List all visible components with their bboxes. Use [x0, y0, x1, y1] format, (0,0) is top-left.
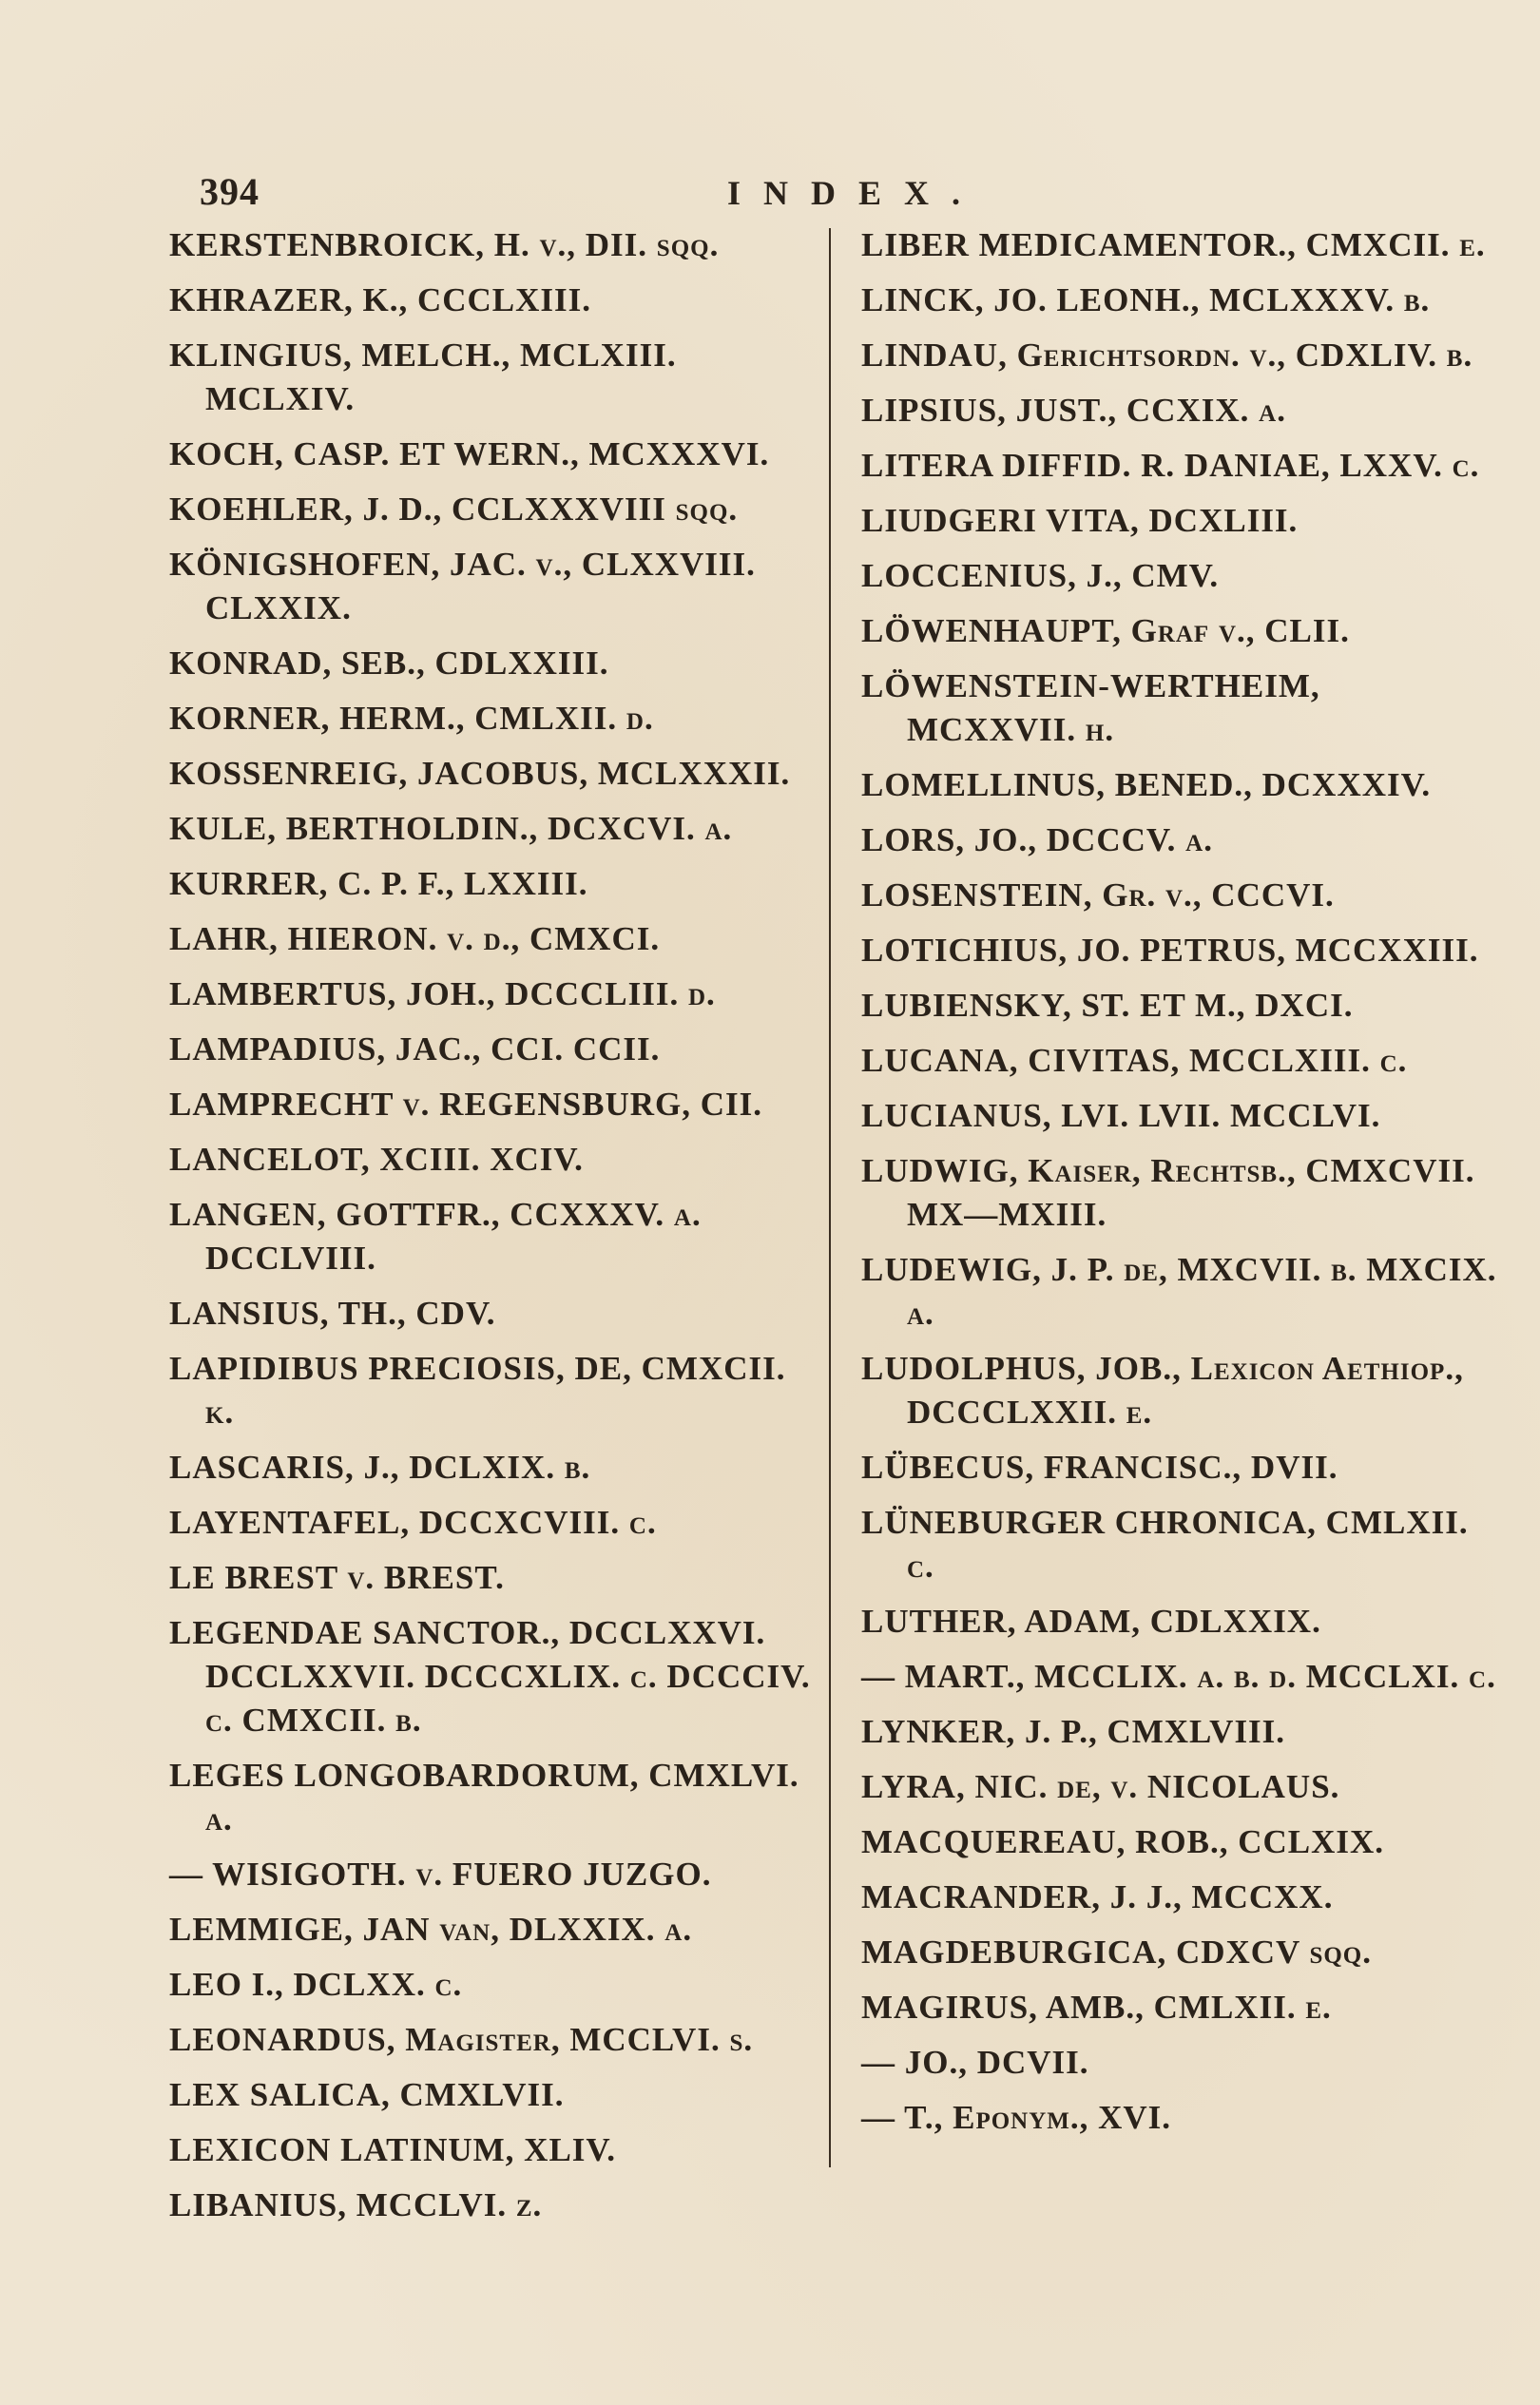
index-entry: LÜNEBURGER CHRONICA, CMLXII. c.: [861, 1504, 1469, 1585]
index-entry: LAHR, HIERON. v. d., CMXCI.: [169, 920, 661, 957]
index-entry: KÖNIGSHOFEN, JAC. v., CLXXVIII. CLXXIX.: [169, 546, 756, 626]
index-entry: KERSTENBROICK, H. v., DII. sqq.: [169, 226, 720, 263]
index-entry: LORS, JO., DCCCV. a.: [861, 821, 1213, 858]
index-entry: MAGIRUS, AMB., CMLXII. e.: [861, 1989, 1332, 2026]
index-entry: LEMMIGE, JAN van, DLXXIX. a.: [169, 1911, 693, 1948]
index-entry: LUCANA, CIVITAS, MCCLXIII. c.: [861, 1042, 1408, 1079]
index-entry: KURRER, C. P. F., LXXIII.: [169, 865, 588, 902]
index-entry: LEX SALICA, CMXLVII.: [169, 2076, 565, 2113]
index-entry: MAGDEBURGICA, CDXCV sqq.: [861, 1934, 1372, 1971]
index-entry: LAMBERTUS, JOH., DCCCLIII. d.: [169, 975, 716, 1012]
index-entry: LOTICHIUS, JO. PETRUS, MCCXXIII.: [861, 932, 1479, 969]
index-entry: LOSENSTEIN, Gr. v., CCCVI.: [861, 876, 1335, 914]
index-entry: LIPSIUS, JUST., CCXIX. a.: [861, 392, 1286, 429]
index-entry: KULE, BERTHOLDIN., DCXCVI. a.: [169, 810, 733, 847]
index-entry: KONRAD, SEB., CDLXXIII.: [169, 645, 609, 682]
index-entry: KORNER, HERM., CMLXII. d.: [169, 700, 654, 737]
index-entry: — MART., MCCLIX. a. b. d. MCCLXI. c.: [861, 1658, 1496, 1695]
index-entry: LAMPRECHT v. REGENSBURG, CII.: [169, 1086, 762, 1123]
index-entry: LUDOLPHUS, JOB., Lexicon Aethiop., DCCCLXXII. e.: [861, 1350, 1464, 1431]
index-entry: LEXICON LATINUM, XLIV.: [169, 2131, 616, 2168]
index-entry: LÖWENSTEIN-WERTHEIM, MCXXVII. h.: [861, 667, 1320, 748]
index-entry: LYRA, NIC. de, v. NICOLAUS.: [861, 1768, 1340, 1805]
index-entry: LEO I., DCLXX. c.: [169, 1966, 463, 2003]
index-entry: LUDEWIG, J. P. de, MXCVII. b. MXCIX. a.: [861, 1251, 1497, 1332]
index-entry: — JO., DCVII.: [861, 2044, 1089, 2081]
index-entry: LAPIDIBUS PRECIOSIS, DE, CMXCII. k.: [169, 1350, 786, 1431]
index-entry: KHRAZER, K., CCCLXIII.: [169, 281, 591, 318]
index-entry: — T., Eponym., XVI.: [861, 2099, 1172, 2136]
index-entry: LANGEN, GOTTFR., CCXXXV. a. DCCLVIII.: [169, 1196, 702, 1277]
index-entry: LOCCENIUS, J., CMV.: [861, 557, 1220, 594]
index-entry: LANSIUS, TH., CDV.: [169, 1295, 496, 1332]
index-entry: LEGENDAE SANCTOR., DCCLXXVI. DCCLXXVII. DCCCXLIX. c. DCCCIV. c. CMXCII. b.: [169, 1614, 811, 1739]
index-entry: LUCIANUS, LVI. LVII. MCCLVI.: [861, 1097, 1381, 1134]
index-entry: LITERA DIFFID. R. DANIAE, LXXV. c.: [861, 447, 1480, 484]
index-entry: LEONARDUS, Magister, MCCLVI. s.: [169, 2021, 754, 2058]
index-entry: LEGES LONGOBARDORUM, CMXLVI. a.: [169, 1757, 799, 1837]
left-column: [169, 223, 816, 2239]
right-column: [827, 223, 1497, 2151]
index-entry: LOMELLINUS, BENED., DCXXXIV.: [861, 766, 1432, 803]
index-entry: LAMPADIUS, JAC., CCI. CCII.: [169, 1030, 661, 1068]
index-entry: LIUDGERI VITA, DCXLIII.: [861, 502, 1299, 539]
index-entry: — WISIGOTH. v. FUERO JUZGO.: [169, 1856, 712, 1893]
index-entry: LUDWIG, Kaiser, Rechtsb., CMXCVII. MX—MXIII.: [861, 1152, 1475, 1233]
index-entry: MACQUEREAU, ROB., CCLXIX.: [861, 1823, 1385, 1860]
index-entry: MACRANDER, J. J., MCCXX.: [861, 1878, 1334, 1915]
page-header: [200, 169, 1359, 222]
index-entry: LINCK, JO. LEONH., MCLXXXV. b.: [861, 281, 1431, 318]
index-entry: LASCARIS, J., DCLXIX. b.: [169, 1449, 591, 1486]
index-entry: LIBANIUS, MCCLVI. z.: [169, 2186, 543, 2223]
index-entry: LÖWENHAUPT, Graf v., CLII.: [861, 612, 1350, 649]
index-entry: LÜBECUS, FRANCISC., DVII.: [861, 1449, 1338, 1486]
index-entry: LYNKER, J. P., CMXLVIII.: [861, 1713, 1286, 1750]
index-entry: LUBIENSKY, ST. ET M., DXCI.: [861, 987, 1354, 1024]
index-entry: LAYENTAFEL, DCCXCVIII. c.: [169, 1504, 657, 1541]
index-entry: LIBER MEDICAMENTOR., CMXCII. e.: [861, 226, 1486, 263]
index-entry: KOEHLER, J. D., CCLXXXVIII sqq.: [169, 491, 739, 528]
index-entry: LINDAU, Gerichtsordn. v., CDXLIV. b.: [861, 337, 1473, 374]
index-entry: LUTHER, ADAM, CDLXXIX.: [861, 1603, 1321, 1640]
page-number: 394: [200, 170, 260, 213]
index-entry: KOCH, CASP. ET WERN., MCXXXVI.: [169, 435, 770, 472]
index-entry: KLINGIUS, MELCH., MCLXIII. MCLXIV.: [169, 337, 677, 417]
index-entry: KOSSENREIG, JACOBUS, MCLXXXII.: [169, 755, 791, 792]
index-entry: LANCELOT, XCIII. XCIV.: [169, 1141, 584, 1178]
running-title: INDEX.: [727, 174, 984, 212]
index-entry: LE BREST v. BREST.: [169, 1559, 505, 1596]
